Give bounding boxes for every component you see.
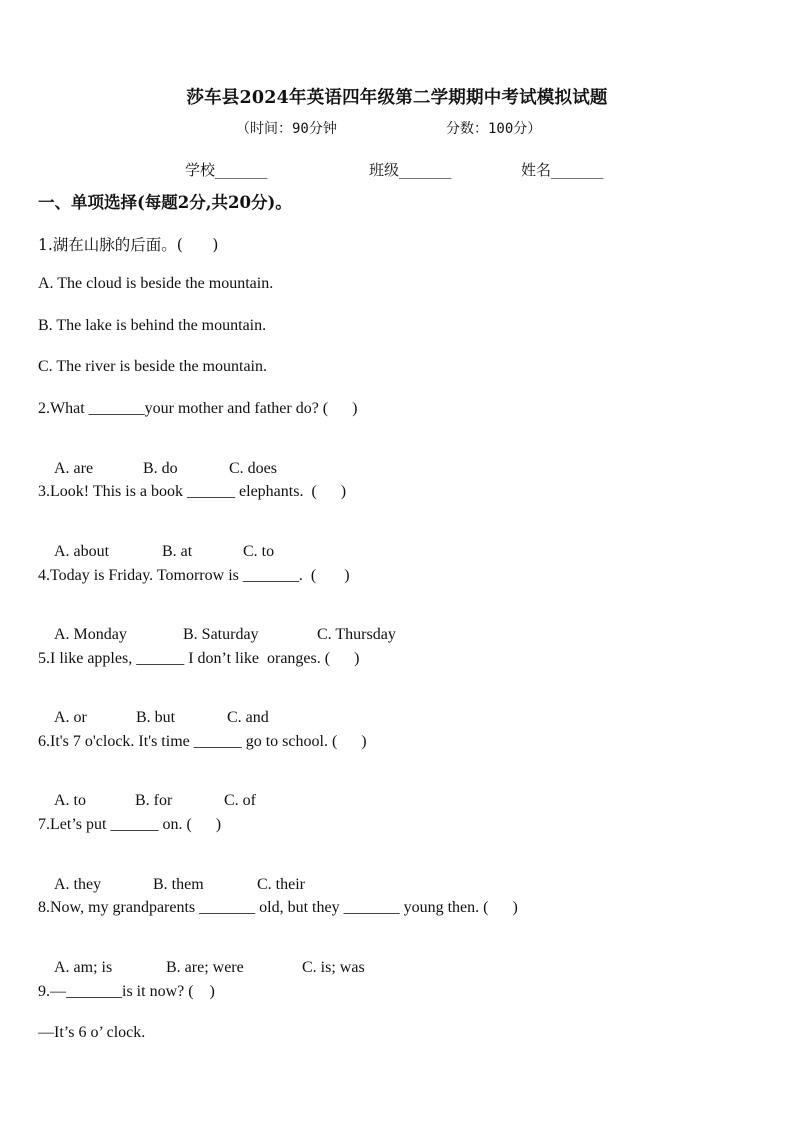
- option-a: A. am; is: [54, 959, 113, 976]
- question-stem: 6.It's 7 o'clock. It's time ______ go to school. ( ): [38, 733, 367, 750]
- question-stem: 7.Let’s put ______ on. ( ): [38, 816, 222, 833]
- question-stem: 8.Now, my grandparents _______ old, but they _______ young then. ( ): [38, 899, 518, 916]
- option-a: A. they: [54, 876, 102, 893]
- section-title: 一、单项选择(每题2分,共20分)。: [38, 193, 292, 212]
- question-stem: 3.Look! This is a book ______ elephants. ( ): [38, 483, 347, 500]
- option-a: A. to: [54, 792, 86, 809]
- question-stem: 9.—_______is it now? ( ): [38, 983, 215, 1000]
- option-a: A. The cloud is beside the mountain.: [38, 275, 274, 292]
- option-c: C. is; was: [302, 959, 365, 976]
- option-b: B. The lake is behind the mountain.: [38, 317, 267, 334]
- answer-line: —It’s 6 o’ clock.: [38, 1024, 146, 1041]
- option-a: A. or: [54, 709, 87, 726]
- question-stem: 5.I like apples, ______ I don’t like oranges. ( ): [38, 650, 360, 667]
- option-c: C. of: [224, 792, 256, 809]
- option-c: C. their: [257, 876, 305, 893]
- question-stem: 4.Today is Friday. Tomorrow is _______. ( ): [38, 567, 350, 584]
- class-field: 班级_______: [369, 161, 452, 179]
- option-c: C. does: [229, 460, 277, 477]
- option-c: C. Thursday: [317, 626, 396, 643]
- question-stem: 2.What _______your mother and father do? ( ): [38, 400, 358, 417]
- school-field: 学校_______: [185, 161, 268, 179]
- option-a: A. are: [54, 460, 94, 477]
- exam-time: （时间：90分钟: [236, 121, 337, 137]
- option-a: A. about: [54, 543, 110, 560]
- option-c: C. to: [243, 543, 275, 560]
- option-b: B. at: [162, 543, 193, 560]
- question-stem: 1.湖在山脉的后面。( ): [38, 236, 219, 254]
- option-b: B. but: [136, 709, 176, 726]
- option-a: A. Monday: [54, 626, 127, 643]
- option-b: B. Saturday: [183, 626, 259, 643]
- name-field: 姓名_______: [521, 161, 604, 179]
- exam-score: 分数：100分）: [446, 121, 542, 137]
- page-title: 莎车县2024年英语四年级第二学期期中考试模拟试题: [186, 88, 608, 108]
- option-b: B. do: [143, 460, 178, 477]
- option-c: C. and: [227, 709, 269, 726]
- option-c: C. The river is beside the mountain.: [38, 358, 267, 375]
- option-b: B. them: [153, 876, 204, 893]
- option-b: B. are; were: [166, 959, 244, 976]
- option-b: B. for: [135, 792, 173, 809]
